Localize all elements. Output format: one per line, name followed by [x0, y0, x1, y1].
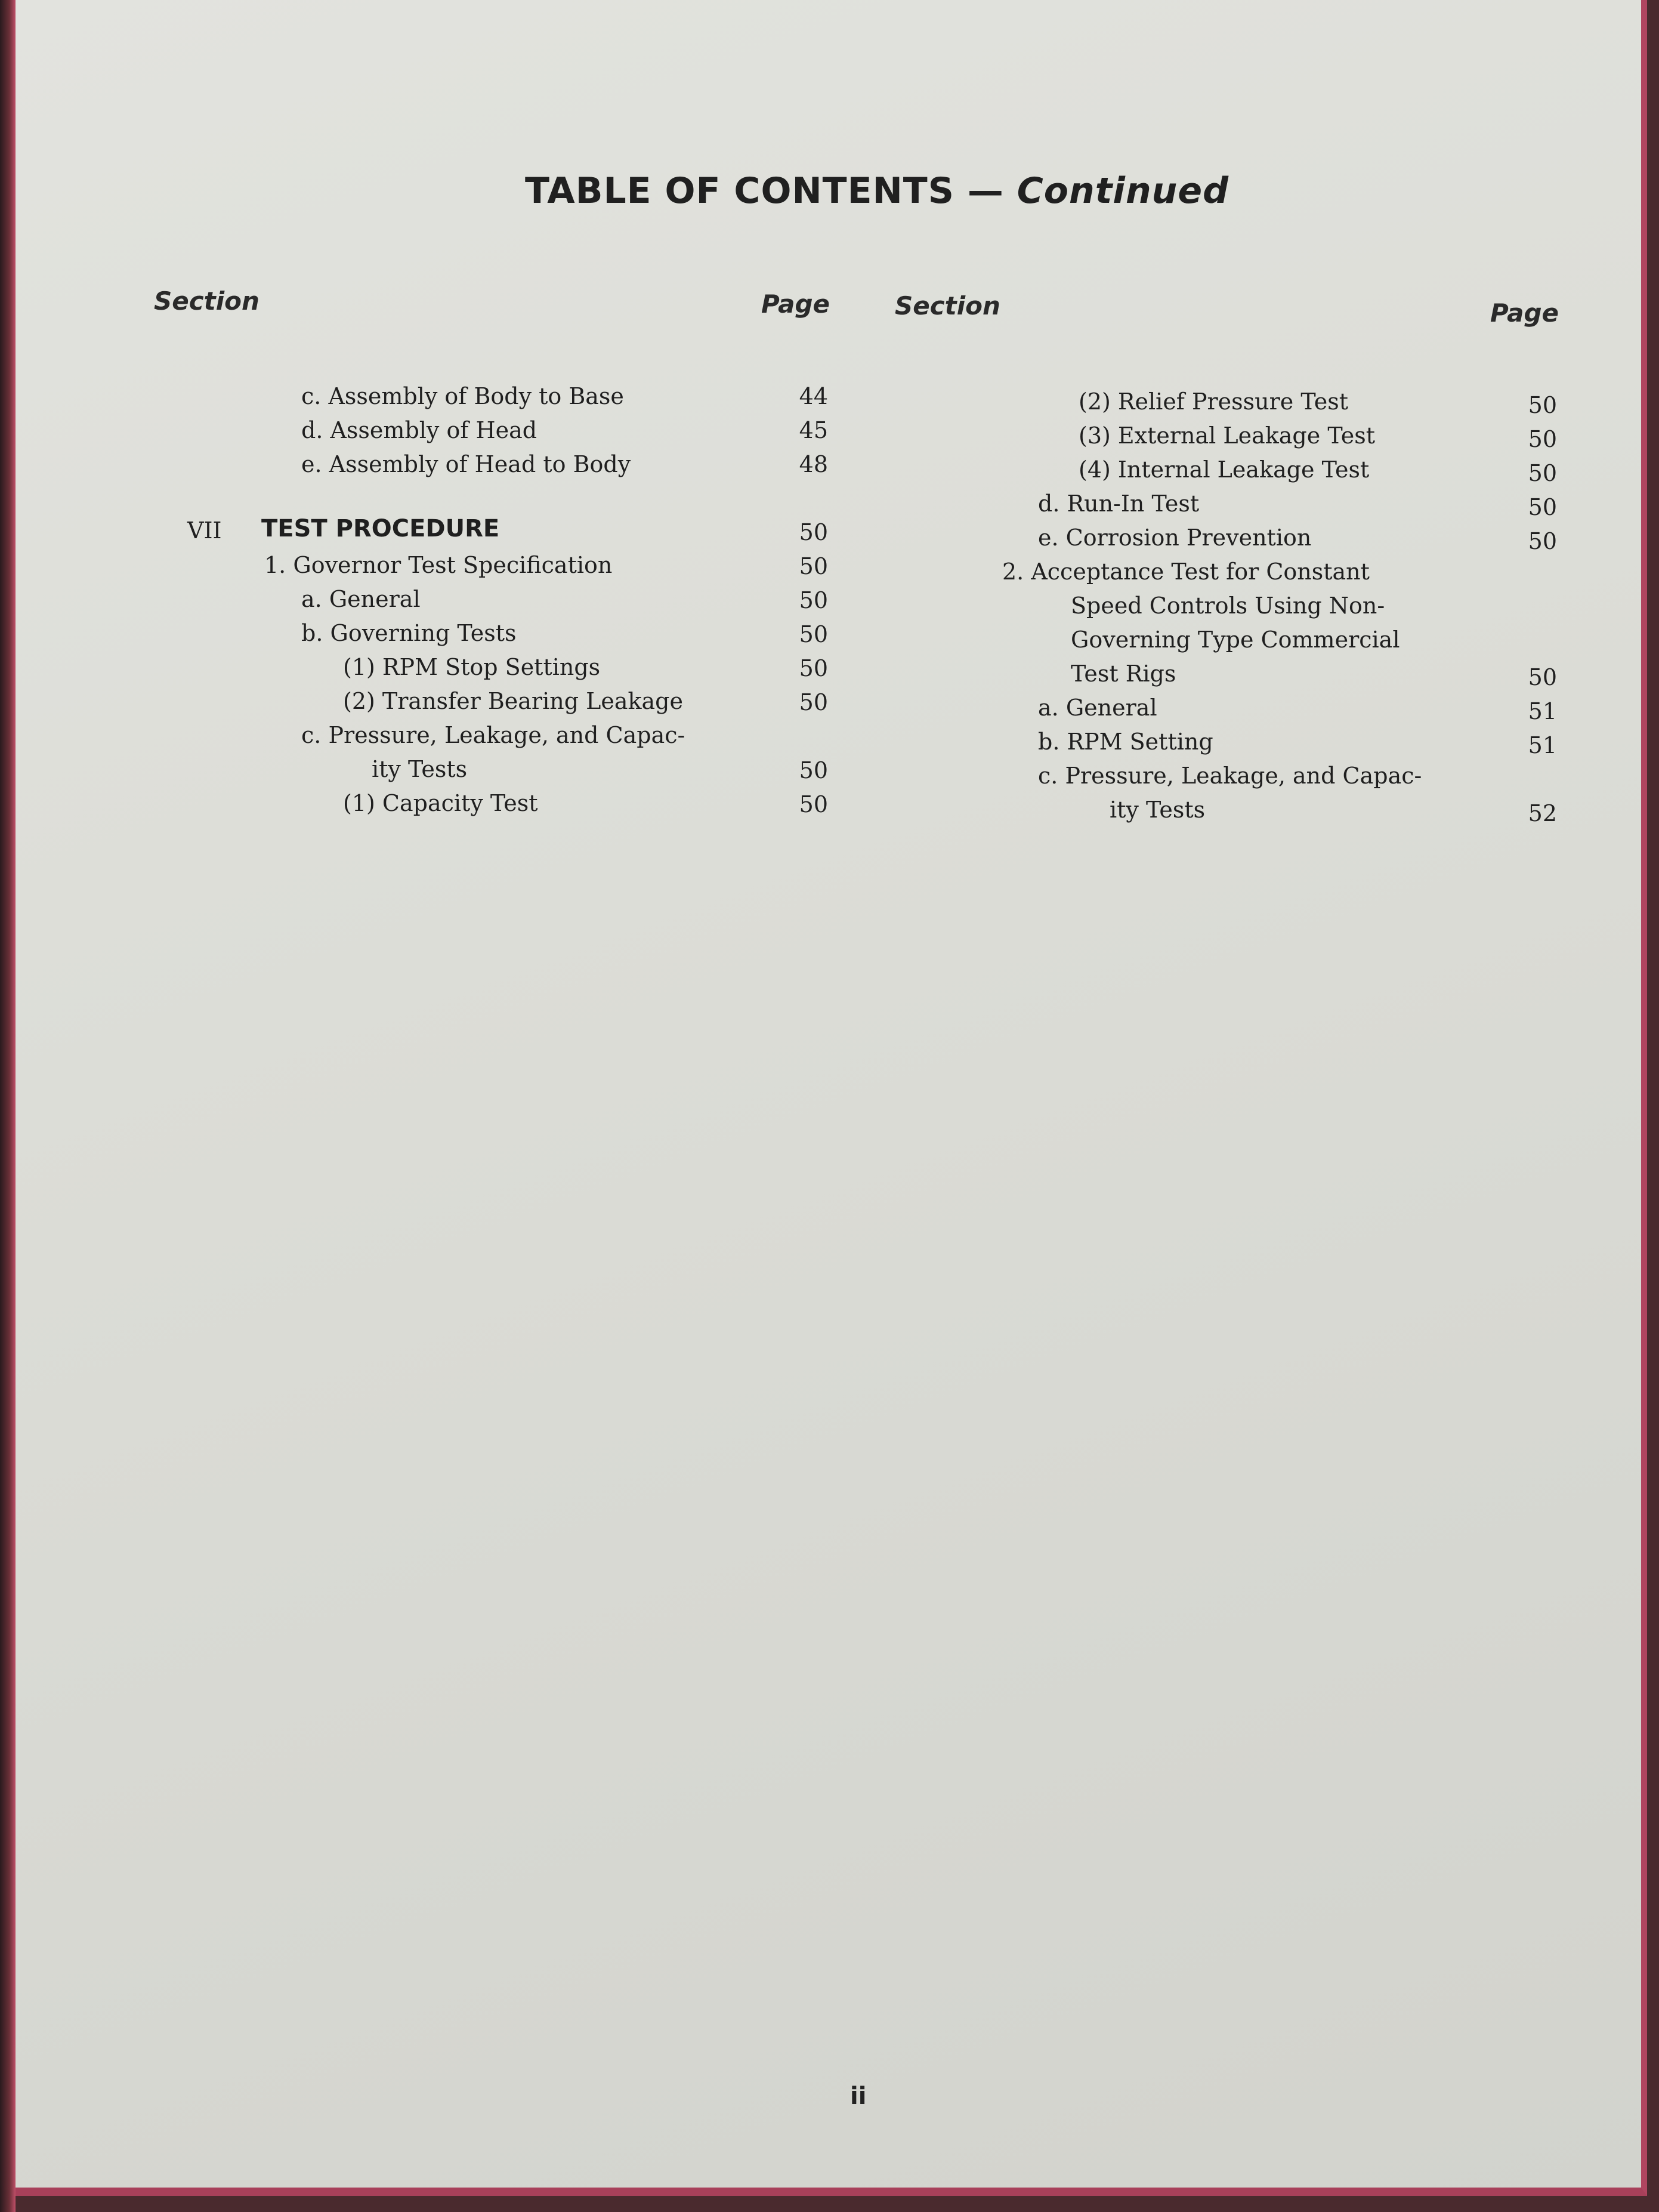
toc-entry: (2) Transfer Bearing Leakage	[343, 688, 683, 714]
toc-page: 50	[799, 519, 828, 545]
toc-entry: Speed Controls Using Non-	[1071, 593, 1385, 619]
toc-page: 50	[799, 757, 828, 783]
toc-page: 50	[1528, 460, 1557, 486]
right-section-header: Section	[895, 291, 1000, 320]
toc-page: 51	[1528, 732, 1557, 758]
toc-entry: (2) Relief Pressure Test	[1079, 388, 1349, 415]
toc-page: 50	[799, 655, 828, 681]
toc-entry: d. Assembly of Head	[301, 417, 537, 443]
page-number: ii	[850, 2083, 867, 2110]
toc-page: 50	[799, 621, 828, 647]
binding-spine	[0, 0, 16, 2212]
toc-entry: Test Rigs	[1071, 661, 1176, 687]
toc-page: 50	[1528, 426, 1557, 452]
toc-page: 50	[1528, 392, 1557, 418]
toc-entry: e. Assembly of Head to Body	[301, 451, 631, 477]
toc-entry: e. Corrosion Prevention	[1038, 525, 1312, 551]
toc-entry: 2. Acceptance Test for Constant	[1002, 559, 1370, 585]
right-page-header: Page	[1490, 298, 1559, 328]
toc-entry: c. Pressure, Leakage, and Capac-	[1038, 763, 1422, 789]
toc-section-title: TEST PROCEDURE	[261, 515, 500, 542]
toc-section-roman: VII	[187, 517, 222, 544]
toc-page: 45	[799, 417, 828, 443]
toc-page: 50	[799, 587, 828, 613]
toc-entry: (1) RPM Stop Settings	[343, 654, 601, 680]
toc-page: 50	[799, 553, 828, 579]
toc-entry: (4) Internal Leakage Test	[1079, 456, 1370, 483]
toc-page: 48	[799, 451, 828, 477]
toc-entry: Governing Type Commercial	[1071, 627, 1400, 653]
toc-entry: ity Tests	[372, 756, 468, 782]
toc-entry: 1. Governor Test Specification	[264, 552, 613, 578]
toc-entry: a. General	[1038, 695, 1157, 721]
page-title	[525, 170, 1229, 212]
toc-entry: a. General	[301, 586, 421, 612]
left-page-header: Page	[761, 289, 830, 319]
toc-entry: ity Tests	[1110, 797, 1206, 823]
toc-entry: (1) Capacity Test	[343, 790, 538, 816]
toc-entry: b. Governing Tests	[301, 620, 517, 646]
toc-entry: d. Run-In Test	[1038, 490, 1200, 517]
title-main: TABLE OF CONTENTS —	[525, 170, 1004, 212]
toc-page: 50	[799, 791, 828, 817]
toc-page: 50	[1528, 494, 1557, 520]
toc-page: 50	[1528, 528, 1557, 554]
document-page	[16, 0, 1647, 2196]
toc-page: 44	[799, 383, 828, 409]
toc-page: 50	[799, 689, 828, 715]
toc-entry: b. RPM Setting	[1038, 729, 1213, 755]
title-continued: Continued	[1017, 170, 1229, 212]
left-section-header: Section	[154, 286, 259, 316]
toc-entry: (3) External Leakage Test	[1079, 422, 1375, 449]
toc-entry: c. Pressure, Leakage, and Capac-	[301, 722, 685, 748]
toc-page: 51	[1528, 698, 1557, 724]
toc-entry: c. Assembly of Body to Base	[301, 383, 624, 409]
toc-page: 52	[1528, 800, 1557, 826]
toc-page: 50	[1528, 664, 1557, 690]
